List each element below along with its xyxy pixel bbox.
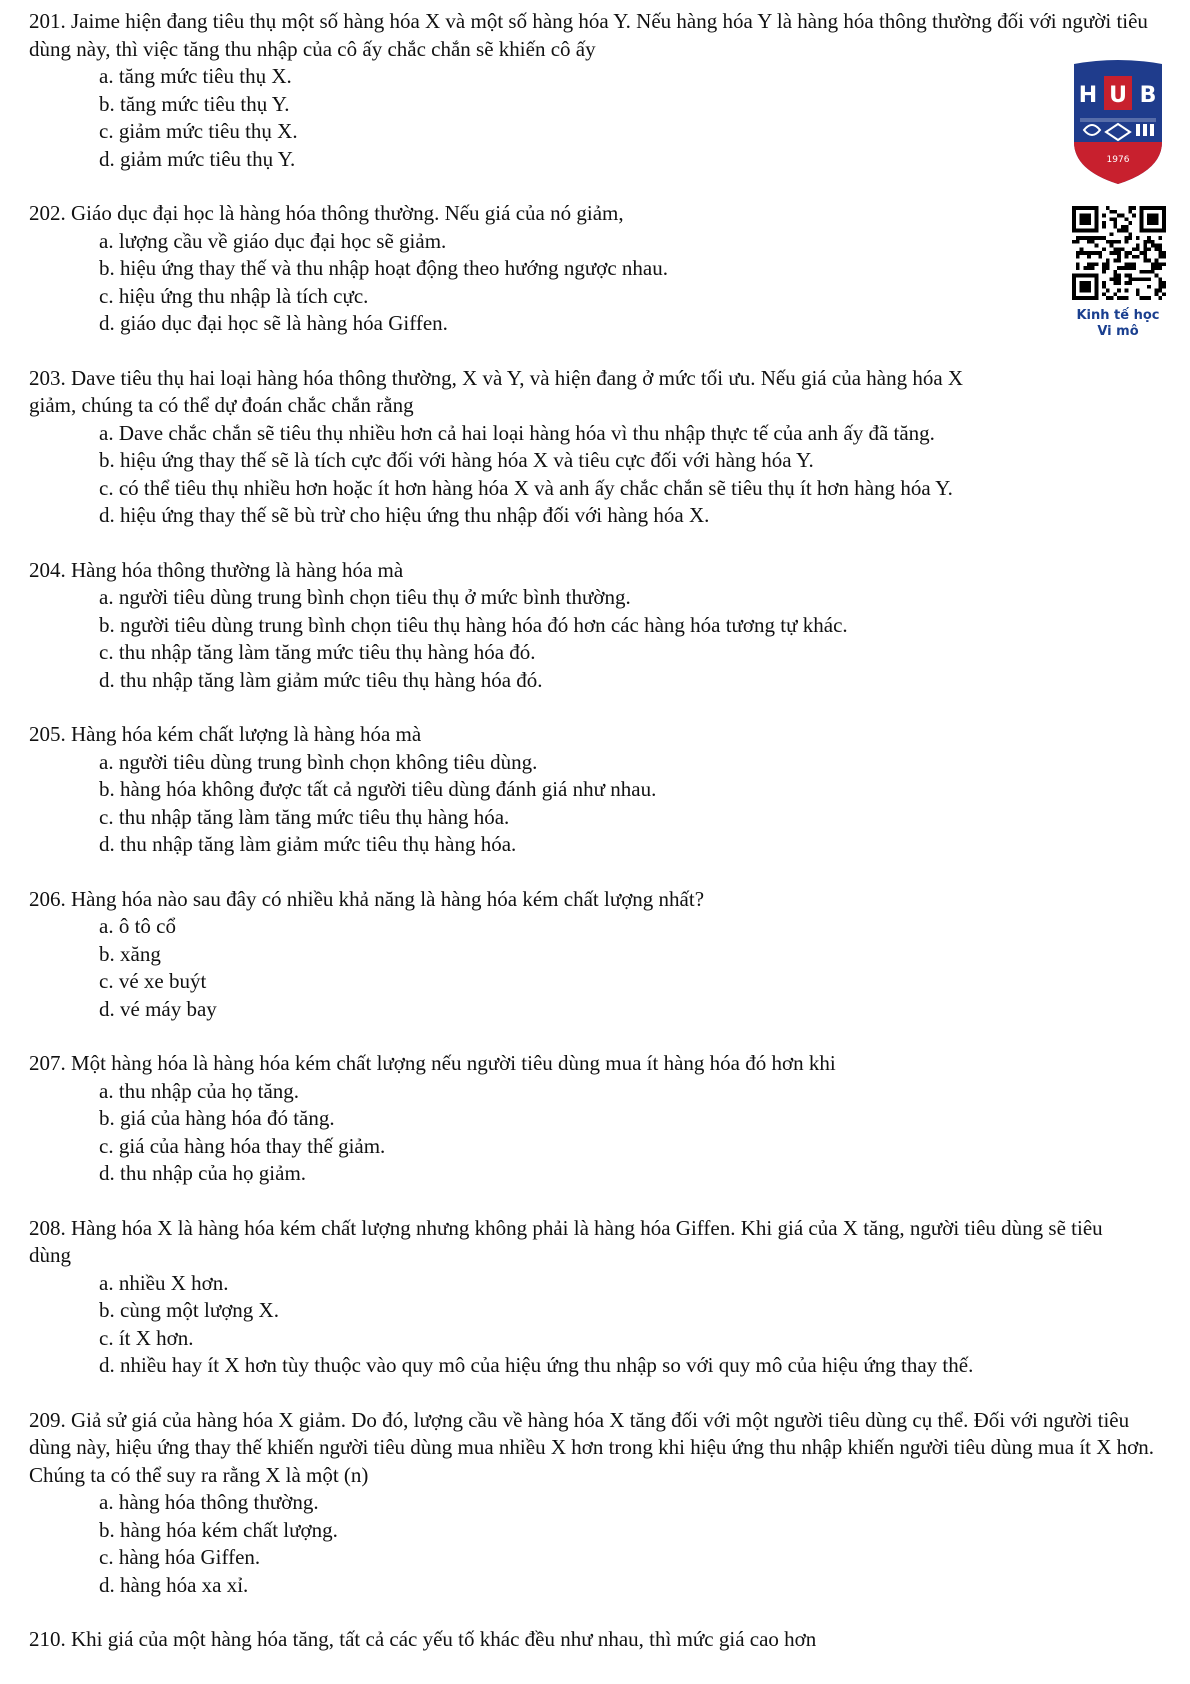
option-c: c. ít X hơn. [99, 1325, 194, 1350]
option-a: a. thu nhập của họ tăng. [99, 1078, 300, 1103]
question-201 [29, 8, 1169, 173]
question-203 [29, 365, 1169, 530]
option-d: d. giảm mức tiêu thụ Y. [99, 146, 296, 171]
option-c: c. có thể tiêu thụ nhiều hơn hoặc ít hơn hàng hóa X và anh ấy chắc chắn sẽ tiêu thụ ít hơn hàng hóa Y. [99, 475, 953, 500]
option-a: a. Dave chắc chắn sẽ tiêu thụ nhiều hơn cả hai loại hàng hóa vì thu nhập thực tế của anh ấy đã tăng. [99, 420, 935, 445]
document-body [29, 8, 1169, 1681]
question-stem: 205. Hàng hóa kém chất lượng là hàng hóa mà [29, 722, 422, 746]
option-d: d. thu nhập tăng làm giảm mức tiêu thụ hàng hóa đó. [99, 667, 543, 692]
qr-code-icon [1072, 206, 1166, 300]
question-207 [29, 1050, 1169, 1188]
option-b: b. xăng [99, 941, 161, 966]
question-204 [29, 557, 1169, 695]
option-d: d. thu nhập tăng làm giảm mức tiêu thụ hàng hóa. [99, 832, 517, 856]
option-d: d. giáo dục đại học sẽ là hàng hóa Giffen. [99, 311, 448, 335]
option-a: a. lượng cầu về giáo dục đại học sẽ giảm. [99, 228, 447, 253]
option-a: a. tăng mức tiêu thụ X. [99, 64, 292, 88]
logo-letter-u: U [1109, 83, 1127, 108]
option-c: c. vé xe buýt [99, 969, 207, 993]
logo-letter-h: H [1078, 83, 1098, 108]
option-b: b. cùng một lượng X. [99, 1298, 279, 1322]
option-d: d. nhiều hay ít X hơn tùy thuộc vào quy mô của hiệu ứng thu nhập so với quy mô của hiệu ứng thay thế. [99, 1353, 974, 1377]
logo-letter-b: B [1139, 83, 1157, 108]
option-a: a. người tiêu dùng trung bình chọn tiêu thụ ở mức bình thường. [99, 585, 631, 609]
question-stem: 204. Hàng hóa thông thường là hàng hóa mà [29, 557, 404, 582]
option-b: b. tăng mức tiêu thụ Y. [99, 91, 290, 116]
question-202 [29, 200, 1169, 338]
option-d: d. vé máy bay [99, 996, 217, 1021]
option-a: a. nhiều X hơn. [99, 1270, 229, 1295]
option-c: c. giá của hàng hóa thay thế giảm. [99, 1133, 386, 1158]
question-stem: 209. Giả sử giá của hàng hóa X giảm. Do đó, lượng cầu về hàng hóa X tăng đối với một người tiêu dùng cụ thể. Đối với người tiêu dùng này, hiệu ứng thay thế khiến người tiêu dùng mua nhiều X hơn trong khi hiệu ứng thu nhập khiến người tiêu dùng mua ít X hơn. Chúng ta có thể suy ra rằng X là một (n) [29, 1407, 1155, 1487]
option-b: b. hàng hóa không được tất cả người tiêu dùng đánh giá như nhau. [99, 777, 657, 801]
question-stem: 203. Dave tiêu thụ hai loại hàng hóa thông thường, X và Y, và hiện đang ở mức tối ưu. Nếu giá của hàng hóa X giảm, chúng ta có thể dự đoán chắc chắn rằng [29, 365, 964, 417]
option-b: b. người tiêu dùng trung bình chọn tiêu thụ hàng hóa đó hơn các hàng hóa tương tự khác. [99, 612, 848, 637]
question-stem: 206. Hàng hóa nào sau đây có nhiều khả năng là hàng hóa kém chất lượng nhất? [29, 886, 705, 911]
question-205 [29, 721, 1169, 859]
option-b: b. hiệu ứng thay thế và thu nhập hoạt động theo hướng ngược nhau. [99, 256, 668, 280]
question-206 [29, 886, 1169, 1024]
option-b: b. hàng hóa kém chất lượng. [99, 1517, 338, 1542]
qr-caption [1068, 308, 1168, 340]
option-c: c. hàng hóa Giffen. [99, 1545, 261, 1569]
option-a: a. ô tô cổ [99, 914, 176, 938]
option-d: d. thu nhập của họ giảm. [99, 1161, 307, 1185]
qr-caption-line2: Vi mô [1097, 324, 1139, 339]
option-b: b. giá của hàng hóa đó tăng. [99, 1106, 335, 1130]
option-c: c. thu nhập tăng làm tăng mức tiêu thụ hàng hóa đó. [99, 640, 536, 664]
question-208 [29, 1215, 1169, 1380]
logo-year: 1976 [1106, 155, 1130, 165]
question-209 [29, 1407, 1169, 1600]
option-a: a. người tiêu dùng trung bình chọn không tiêu dùng. [99, 749, 538, 774]
question-stem: 208. Hàng hóa X là hàng hóa kém chất lượng nhưng không phải là hàng hóa Giffen. Khi giá của X tăng, người tiêu dùng sẽ tiêu dùng [29, 1215, 1103, 1267]
option-c: c. thu nhập tăng làm tăng mức tiêu thụ hàng hóa. [99, 804, 510, 829]
option-c: c. giảm mức tiêu thụ X. [99, 119, 298, 143]
hub-shield-icon [1070, 58, 1166, 186]
option-d: d. hiệu ứng thay thế sẽ bù trừ cho hiệu ứng thu nhập đối với hàng hóa X. [99, 503, 710, 527]
qr-code-block [1072, 206, 1168, 340]
option-b: b. hiệu ứng thay thế sẽ là tích cực đối với hàng hóa X và tiêu cực đối với hàng hóa Y. [99, 448, 814, 472]
option-c: c. hiệu ứng thu nhập là tích cực. [99, 283, 369, 308]
option-a: a. hàng hóa thông thường. [99, 1490, 319, 1514]
question-stem: 207. Một hàng hóa là hàng hóa kém chất lượng nếu người tiêu dùng mua ít hàng hóa đó hơn khi [29, 1051, 836, 1075]
option-d: d. hàng hóa xa xỉ. [99, 1572, 249, 1597]
hub-logo [1070, 58, 1166, 186]
question-stem: 202. Giáo dục đại học là hàng hóa thông thường. Nếu giá của nó giảm, [29, 201, 624, 225]
question-stem: 201. Jaime hiện đang tiêu thụ một số hàng hóa X và một số hàng hóa Y. Nếu hàng hóa Y là hàng hóa thông thường đối với người tiêu dùng này, thì việc tăng thu nhập của cô ấy chắc chắn sẽ khiến cô ấy [29, 9, 1148, 61]
question-stem: 210. Khi giá của một hàng hóa tăng, tất cả các yếu tố khác đều như nhau, thì mức giá cao hơn [29, 1627, 817, 1651]
qr-caption-line1: Kinh tế học [1076, 308, 1160, 323]
question-210 [29, 1626, 1169, 1654]
